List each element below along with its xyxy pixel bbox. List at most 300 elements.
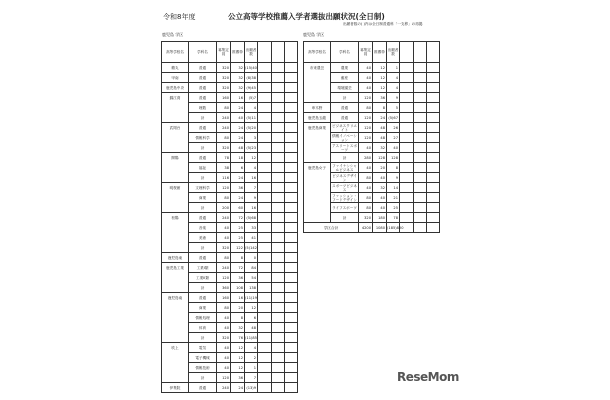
empty-cell — [427, 143, 440, 153]
capacity: 320 — [217, 83, 231, 93]
applicants: 21 — [387, 193, 400, 203]
empty-cell — [272, 293, 285, 303]
table-row — [162, 253, 298, 263]
department-name: 情報イノベーション — [332, 133, 357, 142]
recommendation-quota: 12 — [231, 343, 245, 353]
empty-cell — [427, 193, 440, 203]
empty-cell — [258, 373, 272, 383]
column-header: 学科名 — [331, 42, 359, 63]
department-name: 理数 — [189, 103, 217, 113]
table-row — [162, 123, 298, 133]
empty-cell — [272, 353, 285, 363]
empty-cell — [414, 103, 427, 113]
total-row — [304, 223, 440, 233]
empty-cell — [400, 83, 414, 93]
department-name: 計 — [189, 173, 217, 183]
column-header: 高等学校名 — [304, 42, 331, 63]
capacity: 40 — [359, 83, 373, 93]
empty-cell — [400, 123, 414, 133]
recommendation-quota: 20 — [373, 163, 387, 173]
empty-cell — [414, 203, 427, 213]
table-row — [162, 293, 298, 303]
department-name: 普通 — [189, 383, 217, 393]
department-name: 電気 — [189, 343, 217, 353]
department-name: 普通 — [331, 113, 359, 123]
empty-cell — [258, 113, 272, 123]
school-name: 甲南 — [162, 73, 189, 83]
capacity: 120 — [359, 93, 373, 103]
capacity: 240 — [217, 113, 231, 123]
empty-cell — [414, 143, 427, 153]
capacity: 320 — [217, 333, 231, 343]
department-name: スポーツビジネス — [332, 183, 357, 192]
department-name: 農業 — [331, 63, 359, 73]
recommendation-quota: 40 — [373, 193, 387, 203]
applicants: 48 — [245, 323, 258, 333]
department-name: 畜産 — [331, 73, 359, 83]
applicants: 128 — [387, 153, 400, 163]
department-name: 計 — [189, 373, 217, 383]
empty-column-header — [272, 42, 285, 63]
school-name: 吹上 — [162, 343, 189, 383]
department-name: ファイナンシャルビジネス — [332, 163, 357, 172]
department-name: 情報技術 — [189, 363, 217, 373]
header-row — [162, 42, 298, 63]
capacity: 320 — [359, 213, 373, 223]
department-name: 普通 — [189, 153, 217, 163]
department-name: 計 — [189, 113, 217, 123]
empty-cell — [258, 223, 272, 233]
school-name: 串木野 — [304, 103, 331, 113]
recommendation-quota: 40 — [373, 173, 387, 183]
total-value: (185)820 — [387, 223, 400, 233]
department-name: 計 — [189, 243, 217, 253]
table-row — [304, 63, 440, 73]
empty-cell — [285, 313, 298, 323]
applicants: 9 — [245, 193, 258, 203]
applicants: (5)142 — [245, 243, 258, 253]
department-name: 計 — [331, 213, 359, 223]
empty-cell — [400, 163, 414, 173]
empty-cell — [400, 103, 414, 113]
applicants: 33 — [245, 223, 258, 233]
district-label-right: 鹿児島 学区 — [303, 32, 325, 37]
empty-cell — [258, 173, 272, 183]
recommendation-quota: 25 — [231, 233, 245, 243]
empty-cell — [414, 183, 427, 193]
empty-cell — [427, 203, 440, 213]
empty-cell — [272, 93, 285, 103]
applicants: (5)67 — [387, 113, 400, 123]
applicants: 12 — [245, 303, 258, 313]
applicants: 0 — [245, 253, 258, 263]
recommendation-quota: 20 — [231, 303, 245, 313]
empty-cell — [414, 163, 427, 173]
empty-cell — [400, 93, 414, 103]
capacity: 40 — [217, 233, 231, 243]
applicants: 138 — [245, 283, 258, 293]
empty-cell — [414, 123, 427, 133]
applicants: (15)40 — [245, 63, 258, 73]
recommendation-quota: 122 — [231, 243, 245, 253]
school-name: 市来農芸 — [304, 63, 331, 103]
district-label-left: 鹿児島 学区 — [162, 32, 184, 37]
empty-cell — [414, 63, 427, 73]
empty-cell — [285, 193, 298, 203]
empty-cell — [258, 343, 272, 353]
department-name: 美術 — [189, 233, 217, 243]
empty-cell — [272, 333, 285, 343]
empty-cell — [414, 153, 427, 163]
resemom-logo: ReseMom — [397, 370, 459, 384]
empty-cell — [285, 373, 298, 383]
recommendation-quota: 16 — [231, 293, 245, 303]
department-name: 工業I類 — [189, 263, 217, 273]
empty-cell — [400, 113, 414, 123]
capacity: 116 — [217, 173, 231, 183]
department-name: 計 — [189, 333, 217, 343]
department-name: 文理科学 — [189, 183, 217, 193]
empty-cell — [285, 253, 298, 263]
empty-cell — [272, 163, 285, 173]
capacity: 160 — [217, 93, 231, 103]
empty-cell — [285, 333, 298, 343]
empty-cell — [400, 193, 414, 203]
empty-cell — [414, 93, 427, 103]
department-name: 情報処理 — [189, 313, 217, 323]
empty-cell — [427, 163, 440, 173]
empty-cell — [285, 363, 298, 373]
recommendation-quota: 32 — [231, 73, 245, 83]
empty-cell — [400, 153, 414, 163]
empty-cell — [258, 203, 272, 213]
department-name: 普通 — [189, 93, 217, 103]
empty-cell — [272, 283, 285, 293]
capacity: 120 — [217, 183, 231, 193]
capacity: 80 — [217, 103, 231, 113]
capacity: 120 — [217, 373, 231, 383]
applicants: 4 — [245, 343, 258, 353]
empty-cell — [258, 213, 272, 223]
empty-cell — [272, 213, 285, 223]
empty-cell — [272, 173, 285, 183]
applicants: 1 — [245, 363, 258, 373]
recommendation-quota: 24 — [231, 133, 245, 143]
empty-cell — [272, 233, 285, 243]
department-name: 計 — [189, 283, 217, 293]
applicants: 4 — [387, 83, 400, 93]
empty-cell — [258, 183, 272, 193]
applicants: 4 — [245, 103, 258, 113]
empty-cell — [427, 133, 440, 143]
recommendation-quota: 25 — [231, 223, 245, 233]
recommendation-quota: 32 — [373, 143, 387, 153]
capacity: 120 — [359, 113, 373, 123]
department-name: ビジネスデザイン — [332, 173, 357, 182]
applicants: (5)68 — [245, 213, 258, 223]
recommendation-quota: 40 — [373, 203, 387, 213]
empty-cell — [258, 73, 272, 83]
applicants: (5)23 — [245, 143, 258, 153]
recommendation-quota: 8 — [373, 103, 387, 113]
recommendation-quota: 12 — [373, 73, 387, 83]
total-value: 1080 — [373, 223, 387, 233]
empty-cell — [285, 123, 298, 133]
capacity: 320 — [217, 143, 231, 153]
recommendation-quota: 36 — [231, 183, 245, 193]
table-row — [304, 163, 440, 173]
table-row — [162, 73, 298, 83]
empty-cell — [285, 83, 298, 93]
empty-cell — [285, 323, 298, 333]
table-row — [162, 63, 298, 73]
empty-cell — [272, 133, 285, 143]
department-name: 環境園芸 — [331, 83, 359, 93]
department-name: 情報科学 — [189, 133, 217, 143]
empty-cell — [258, 293, 272, 303]
department-name: 計 — [331, 93, 359, 103]
capacity: 80 — [217, 253, 231, 263]
empty-cell — [414, 213, 427, 223]
empty-cell — [285, 303, 298, 313]
empty-cell — [258, 163, 272, 173]
column-header: 募集定員 — [217, 42, 231, 63]
recommendation-quota: 128 — [373, 153, 387, 163]
applicants: (5)11 — [245, 113, 258, 123]
empty-cell — [258, 243, 272, 253]
empty-cell — [285, 163, 298, 173]
department-name: 普通 — [189, 63, 217, 73]
capacity: 80 — [217, 133, 231, 143]
empty-cell — [427, 103, 440, 113]
empty-cell — [272, 103, 285, 113]
recommendation-quota: 24 — [231, 383, 245, 393]
recommendation-quota: 36 — [231, 273, 245, 283]
recommendation-quota: 12 — [231, 363, 245, 373]
note-text: 出願者数の( )内は全日制普通科「一支移」の再掲 — [343, 22, 423, 26]
applicants: (8)38 — [245, 73, 258, 83]
column-header: 推薦枠 — [231, 42, 245, 63]
department-name: 普通 — [189, 83, 217, 93]
year-label: 令和8年度 — [163, 13, 196, 21]
empty-cell — [272, 223, 285, 233]
empty-cell — [285, 113, 298, 123]
empty-cell — [285, 173, 298, 183]
recommendation-quota: 12 — [373, 83, 387, 93]
table-row — [162, 83, 298, 93]
total-value: 4200 — [359, 223, 373, 233]
capacity: 240 — [217, 263, 231, 273]
applicants: (11)85 — [245, 333, 258, 343]
empty-cell — [414, 73, 427, 83]
capacity: 280 — [359, 153, 373, 163]
empty-cell — [427, 223, 440, 233]
department-name: 普通 — [189, 73, 217, 83]
capacity: 40 — [217, 343, 231, 353]
empty-cell — [272, 303, 285, 313]
recommendation-quota: 8 — [231, 313, 245, 323]
recommendation-quota: 108 — [231, 283, 245, 293]
capacity: 120 — [359, 133, 373, 143]
recommendation-quota: 48 — [373, 123, 387, 133]
capacity: 320 — [217, 243, 231, 253]
capacity: 360 — [217, 283, 231, 293]
applicants: 1 — [387, 63, 400, 73]
empty-cell — [414, 173, 427, 183]
capacity: 40 — [217, 363, 231, 373]
school-name: 鹿児島商業 — [304, 123, 331, 163]
empty-cell — [272, 323, 285, 333]
applicants: 40 — [387, 143, 400, 153]
empty-cell — [272, 253, 285, 263]
capacity: 40 — [359, 163, 373, 173]
empty-cell — [258, 193, 272, 203]
recommendation-quota: 12 — [373, 63, 387, 73]
empty-cell — [427, 63, 440, 73]
applicants: 78 — [387, 213, 400, 223]
empty-cell — [272, 373, 285, 383]
empty-cell — [427, 83, 440, 93]
applicants: 25 — [387, 203, 400, 213]
department-name: ファッション・フードデザイン — [331, 193, 357, 202]
school-name: 明桜館 — [162, 183, 189, 213]
department-name: アスリートスポーツ — [332, 143, 357, 152]
capacity: 40 — [217, 353, 231, 363]
empty-cell — [285, 143, 298, 153]
applicants: 2 — [245, 353, 258, 363]
empty-cell — [258, 103, 272, 113]
capacity: 320 — [217, 73, 231, 83]
applicants: 4 — [387, 73, 400, 83]
capacity: 40 — [217, 223, 231, 233]
school-name: 鹿児島玉龍 — [304, 113, 331, 123]
empty-cell — [414, 133, 427, 143]
applications-table-right — [303, 41, 440, 233]
empty-cell — [414, 83, 427, 93]
empty-cell — [285, 203, 298, 213]
capacity: 40 — [359, 73, 373, 83]
applicants: (5)7 — [245, 93, 258, 103]
empty-cell — [285, 283, 298, 293]
empty-cell — [400, 73, 414, 83]
capacity: 120 — [359, 123, 373, 133]
empty-cell — [427, 153, 440, 163]
column-header: 出願者数 — [387, 42, 400, 63]
empty-cell — [272, 193, 285, 203]
recommendation-quota: 180 — [373, 213, 387, 223]
empty-cell — [258, 123, 272, 133]
recommendation-quota: 24 — [231, 193, 245, 203]
empty-cell — [258, 313, 272, 323]
applicants: 41 — [245, 233, 258, 243]
empty-column-header — [285, 42, 298, 63]
table-row — [162, 183, 298, 193]
empty-cell — [272, 363, 285, 373]
empty-cell — [285, 103, 298, 113]
department-name: ライフスポーツ — [331, 203, 359, 213]
table-row — [304, 123, 440, 133]
header-row — [304, 42, 440, 63]
recommendation-quota: 60 — [231, 203, 245, 213]
department-name: 工業II類 — [189, 273, 217, 283]
empty-column-header — [258, 42, 272, 63]
applicants: 27 — [387, 133, 400, 143]
column-header: 推薦枠 — [373, 42, 387, 63]
capacity: 80 — [359, 203, 373, 213]
capacity: 40 — [359, 143, 373, 153]
department-name: 計 — [331, 153, 359, 163]
recommendation-quota: 32 — [231, 83, 245, 93]
empty-cell — [258, 93, 272, 103]
empty-cell — [414, 113, 427, 123]
capacity: 40 — [217, 323, 231, 333]
department-name: 普通 — [189, 253, 217, 263]
table-row — [162, 93, 298, 103]
recommendation-quota: 32 — [373, 183, 387, 193]
recommendation-quota: 18 — [231, 153, 245, 163]
applicants: 4 — [245, 163, 258, 173]
empty-cell — [285, 73, 298, 83]
empty-cell — [258, 143, 272, 153]
department-name: 普通 — [189, 123, 217, 133]
applicants: 8 — [387, 163, 400, 173]
empty-cell — [258, 383, 272, 393]
empty-cell — [400, 63, 414, 73]
empty-cell — [427, 213, 440, 223]
applicants: 54 — [245, 273, 258, 283]
table-row — [162, 153, 298, 163]
empty-cell — [414, 223, 427, 233]
empty-column-header — [427, 42, 440, 63]
applications-table-left — [161, 41, 298, 393]
applicants: 9 — [387, 93, 400, 103]
recommendation-quota: 36 — [231, 373, 245, 383]
applicants: 7 — [245, 373, 258, 383]
empty-cell — [285, 383, 298, 393]
recommendation-quota: 24 — [231, 103, 245, 113]
school-name: 伊集院 — [162, 383, 189, 393]
applicants: 16 — [245, 203, 258, 213]
empty-cell — [400, 213, 414, 223]
empty-cell — [272, 313, 285, 323]
recommendation-quota: 76 — [231, 333, 245, 343]
empty-cell — [258, 253, 272, 263]
school-name: 鹿児島東 — [162, 253, 189, 263]
column-header: 学科名 — [189, 42, 217, 63]
recommendation-quota: 24 — [231, 123, 245, 133]
recommendation-quota: 6 — [231, 163, 245, 173]
empty-cell — [285, 293, 298, 303]
empty-cell — [258, 333, 272, 343]
capacity: 40 — [217, 313, 231, 323]
applicants: 6 — [245, 313, 258, 323]
empty-cell — [258, 353, 272, 363]
empty-cell — [272, 183, 285, 193]
department-name: 計 — [189, 143, 217, 153]
empty-cell — [258, 303, 272, 313]
recommendation-quota: 8 — [231, 253, 245, 263]
school-name: 松陽 — [162, 213, 189, 253]
empty-cell — [272, 203, 285, 213]
recommendation-quota: 48 — [231, 143, 245, 153]
table-row — [162, 263, 298, 273]
recommendation-quota: 32 — [231, 63, 245, 73]
capacity: 78 — [217, 153, 231, 163]
empty-cell — [414, 193, 427, 203]
empty-cell — [427, 93, 440, 103]
empty-cell — [400, 133, 414, 143]
empty-cell — [285, 213, 298, 223]
